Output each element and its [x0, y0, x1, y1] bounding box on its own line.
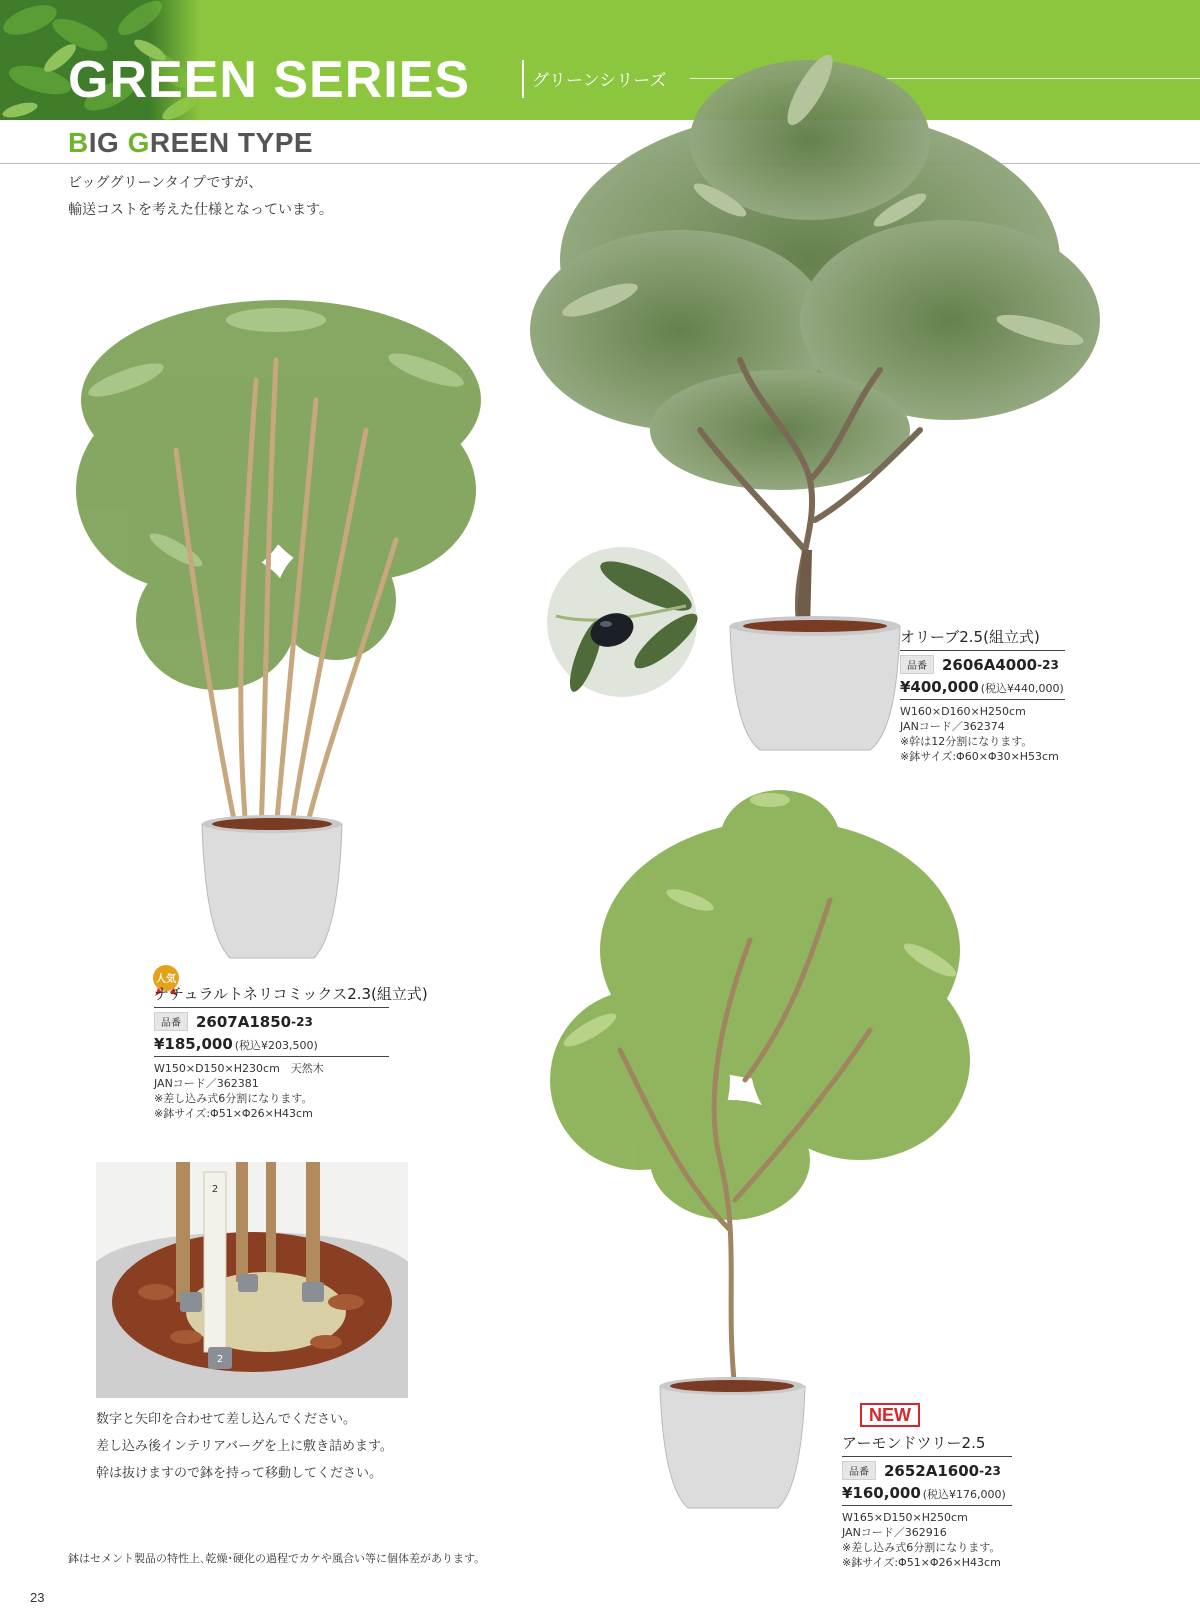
product-price-tax: (税込¥440,000) — [980, 682, 1064, 695]
product-code-suffix: -23 — [979, 1463, 1001, 1478]
neriko-tree-image — [66, 290, 496, 960]
spec-jan: JANコード／362916 — [842, 1526, 947, 1539]
product-price-tax: (税込¥176,000) — [922, 1488, 1006, 1501]
instruction-line-3: 幹は抜けますので鉢を持って移動してください。 — [96, 1466, 383, 1481]
spec-size: W165×D150×H250cm — [842, 1511, 968, 1524]
product-code-row — [900, 655, 1065, 674]
product-specs — [842, 1510, 1012, 1570]
type-heading-type: TYPE — [229, 127, 314, 158]
product-code-label: 品番 — [900, 655, 934, 674]
type-heading-initial-g: G — [127, 127, 150, 158]
type-heading-green: REEN — [149, 127, 230, 158]
product-specs — [900, 704, 1065, 764]
olive-fruit-closeup — [546, 546, 698, 698]
product-code-row — [154, 1012, 389, 1031]
new-badge: NEW — [860, 1403, 920, 1427]
product-price-row — [154, 1034, 389, 1057]
product-name: オリーブ2.5(組立式) — [900, 626, 1065, 651]
product-price-row — [900, 677, 1065, 700]
spec-jan: JANコード／362374 — [900, 720, 1005, 733]
product-code: 2606A4000 — [942, 655, 1038, 674]
svg-text:2: 2 — [211, 1184, 219, 1195]
intro-text — [68, 170, 333, 224]
svg-text:2: 2 — [216, 1354, 224, 1365]
product-price: ¥160,000 — [842, 1484, 921, 1502]
page-number: 23 — [30, 1590, 45, 1605]
spec-jan: JANコード／362381 — [154, 1077, 259, 1090]
product-price: ¥400,000 — [900, 678, 979, 696]
type-heading-initial-b: B — [68, 127, 89, 158]
product-price-row — [842, 1483, 1012, 1506]
product-code: 2652A1600 — [884, 1461, 980, 1480]
product-code-label: 品番 — [842, 1461, 876, 1480]
product-name: アーモンドツリー2.5 — [842, 1432, 1012, 1457]
product-code-row — [842, 1461, 1012, 1480]
product-code-suffix: -23 — [291, 1014, 313, 1029]
product-specs — [154, 1061, 389, 1121]
type-heading-big: IG — [88, 127, 128, 158]
product-price: ¥185,000 — [154, 1035, 233, 1053]
product-price-tax: (税込¥203,500) — [234, 1039, 318, 1052]
product-name: ナチュラルトネリコミックス2.3(組立式) — [154, 983, 389, 1008]
product-code: 2607A1850 — [196, 1012, 292, 1031]
product-neriko — [154, 983, 428, 1121]
intro-line-1: ビッググリーンタイプですが、 — [68, 175, 263, 191]
instruction-line-1: 数字と矢印を合わせて差し込んでください。 — [96, 1412, 357, 1427]
spec-note: ※差し込み式6分割になります。 — [154, 1092, 313, 1105]
series-title: GREEN SERIES — [68, 51, 471, 109]
pot-assembly-photo — [96, 1162, 408, 1398]
footnote: 鉢はセメント製品の特性上､乾燥･硬化の過程でカケや風合い等に個体差があります。 — [68, 1552, 486, 1565]
spec-pot: ※鉢サイズ:Φ60×Φ30×H53cm — [900, 750, 1059, 763]
spec-size: W150×D150×H230cm 天然木 — [154, 1062, 324, 1075]
product-almond — [842, 1432, 1012, 1570]
spec-pot: ※鉢サイズ:Φ51×Φ26×H43cm — [154, 1107, 313, 1120]
assembly-instructions — [96, 1406, 393, 1487]
product-code-label: 品番 — [154, 1012, 188, 1031]
spec-note: ※幹は12分割になります。 — [900, 735, 1033, 748]
spec-note: ※差し込み式6分割になります。 — [842, 1541, 1001, 1554]
intro-line-2: 輸送コストを考えた仕様となっています。 — [68, 202, 333, 218]
instruction-line-2: 差し込み後インテリアバーグを上に敷き詰めます。 — [96, 1439, 393, 1454]
product-olive — [900, 626, 1065, 764]
type-heading — [68, 127, 313, 159]
spec-size: W160×D160×H250cm — [900, 705, 1026, 718]
popular-badge-label: 人気 — [156, 974, 176, 985]
product-code-suffix: -23 — [1037, 657, 1059, 672]
spec-pot: ※鉢サイズ:Φ51×Φ26×H43cm — [842, 1556, 1001, 1569]
series-subtitle: グリーンシリーズ — [532, 71, 667, 91]
